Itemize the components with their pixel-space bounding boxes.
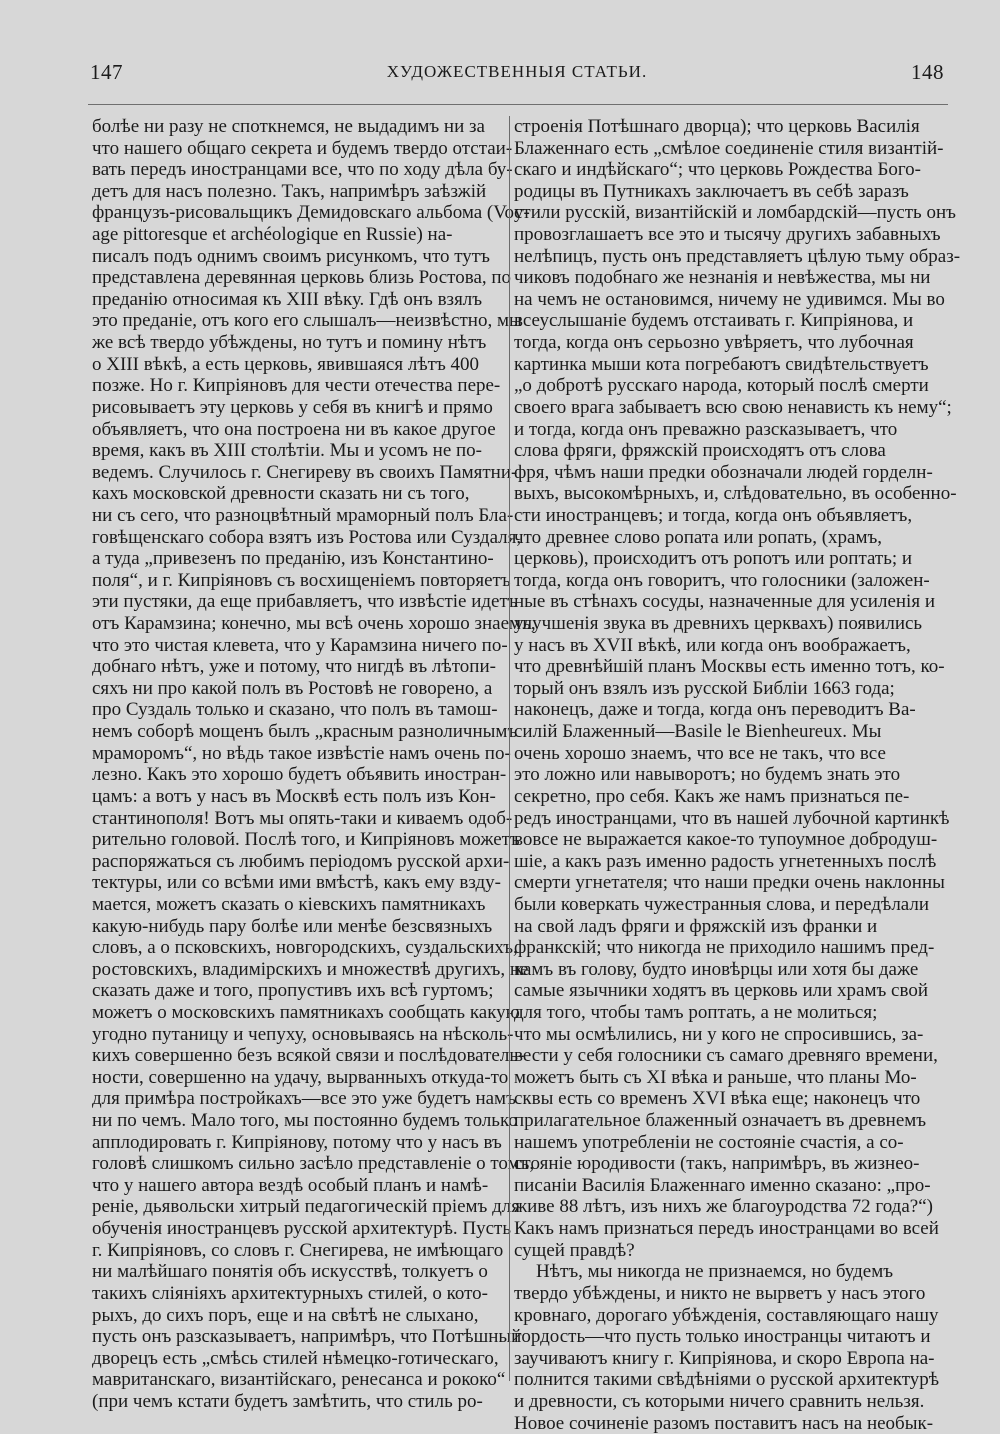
left-line-3: вать передъ иностранцами все, что по ходу дѣла бу- <box>92 159 513 181</box>
left-line-46: для примѣра постройкахъ—все это уже будетъ намъ <box>92 1088 516 1110</box>
right-line-10: всеуслышаніе будемъ отстаивать г. Кипріянова, и <box>514 310 914 332</box>
left-line-12: о XIII вѣкѣ, а есть церковь, явившаяся лѣтъ 400 <box>92 353 480 375</box>
left-line-9: преданію относимая къ XIII вѣку. Гдѣ онъ взялъ <box>92 288 483 310</box>
right-line-25: у насъ въ XVII вѣкѣ, или когда онъ воображаетъ, <box>514 634 911 656</box>
left-line-15: объявляетъ, что она построена ни въ какое другое <box>92 418 496 440</box>
left-line-20: говѣщенскаго собора взятъ изъ Ростова или Суздаля, <box>92 526 522 548</box>
right-line-40: камъ въ голову, будто иновѣрцы или хотя бы даже <box>514 958 919 980</box>
left-line-27: сяхъ ни про какой полъ въ Ростовѣ не говорено, а <box>92 677 493 699</box>
right-line-58: заучиваютъ книгу г. Кипріянова, и скоро Европа на- <box>514 1347 935 1369</box>
right-line-22: тогда, когда онъ говоритъ, что голосники (заложен- <box>514 569 930 591</box>
right-line-51: живе 88 лѣтъ, изъ нихъ же благоуродства 72 года?“) <box>514 1196 933 1218</box>
right-line-36: смерти угнетателя; что наши предки очень наклонны <box>514 872 945 894</box>
left-line-59: мавританскаго, византійскаго, ренесанса и рококо“ <box>92 1369 506 1391</box>
left-line-14: рисовываетъ эту церковь у себя въ книгѣ и прямо <box>92 396 493 418</box>
left-line-39: словъ, а о псковскихъ, новгородскихъ, суздальскихъ, <box>92 937 518 959</box>
right-line-23: ные въ стѣнахъ сосуды, назначенные для усиленія и <box>514 591 935 613</box>
right-line-24: улучшенія звука въ древнихъ церквахъ) появились <box>514 613 923 635</box>
running-header <box>90 60 944 92</box>
left-line-45: ности, совершенно на удачу, вырванныхъ откуда-то <box>92 1066 509 1088</box>
right-line-37: были коверкать чужестранныя слова, и передѣлали <box>514 893 930 915</box>
right-line-59: полнится такими свѣдѣніями о русской архитектурѣ <box>514 1369 940 1391</box>
right-line-15: и тогда, когда онъ преважно разсказываетъ, что <box>514 418 898 440</box>
left-line-8: представлена деревянная церковь близь Ростова, по <box>92 267 512 289</box>
right-line-52: Какъ намъ признаться передъ иностранцами во всей <box>514 1218 939 1240</box>
left-line-1: болѣе ни разу не споткнемся, не выдадимъ ни за <box>92 116 485 137</box>
right-line-32: секретно, про себя. Какъ же намъ признаться пе- <box>514 785 910 807</box>
right-line-9: на чемъ не остановимся, ничему не удивимся. Мы во <box>514 288 945 310</box>
right-line-60: и древности, съ которыми ничего сравнить нельзя. <box>514 1390 925 1412</box>
right-line-55: твердо убѣждены, и никто не вырветъ у насъ этого <box>514 1282 926 1304</box>
left-line-16: время, какъ въ XIII столѣтіи. Мы и усомъ не по- <box>92 440 483 462</box>
right-line-61: Новое сочиненіе разомъ поставитъ насъ на необык- <box>514 1412 934 1434</box>
left-line-26: добнаго нѣтъ, уже и потому, что нигдѣ въ лѣтопи- <box>92 656 496 678</box>
right-line-49: стояніе юродивости (такъ, напримѣръ, въ жизнео- <box>514 1153 920 1175</box>
left-line-41: сказать даже и того, пропустивъ ихъ всѣ гуртомъ; <box>92 980 494 1002</box>
right-line-8: чиковъ подобнаго же незнанія и невѣжества, мы ни <box>514 267 931 289</box>
right-line-3: скаго и индѣйскаго“; что церковь Рождества Бого- <box>514 159 922 181</box>
left-line-38: какую-нибудь пару болѣе или менѣе безсвязныхъ <box>92 915 493 937</box>
left-line-18: кахъ московской древности сказать ни съ того, <box>92 483 470 505</box>
left-line-47: ни по чемъ. Мало того, мы постоянно будемъ только <box>92 1110 518 1132</box>
right-line-19: сти иностранцевъ; и тогда, когда онъ объявляетъ, <box>514 504 913 526</box>
left-line-36: тектуры, или со всѣми ими вмѣстѣ, какъ ему взду- <box>92 872 502 894</box>
left-line-4: детъ для насъ полезно. Такъ, напримѣръ заѣзжій <box>92 180 487 202</box>
right-line-14: своего врага забываетъ всю свою ненависть къ нему“; <box>514 396 952 418</box>
right-line-7: нелѣпицъ, пусть онъ представляетъ цѣлую тьму образ- <box>514 245 961 267</box>
left-line-37: мается, можетъ сказать о кіевскихъ памятникахъ <box>92 893 486 915</box>
left-page-number: 147 <box>90 60 123 84</box>
left-line-49: головѣ слишкомъ сильно засѣло представленіе о томъ, <box>92 1153 535 1175</box>
right-line-4: родицы въ Путникахъ заключаетъ въ себѣ заразъ <box>514 180 909 202</box>
left-line-19: ни съ сего, что разноцвѣтный мраморный полъ Бла- <box>92 504 514 526</box>
right-page-number: 148 <box>911 60 944 84</box>
right-line-20: что древнее слово ропата или ропать, (храмъ, <box>514 526 883 548</box>
left-line-42: можетъ о московскихъ памятникахъ сообщать какую <box>92 1001 520 1023</box>
left-line-56: рыхъ, до сихъ поръ, еще и на свѣтѣ не слыхано, <box>92 1304 479 1326</box>
right-line-53: сущей правдѣ? <box>514 1239 635 1261</box>
right-line-54: Нѣтъ, мы никогда не признаемся, но будемъ <box>536 1261 894 1283</box>
left-line-54: ни малѣйшаго понятія объ искусствѣ, толкуетъ о <box>92 1261 488 1283</box>
left-line-21: а туда „привезенъ по преданію, изъ Константино- <box>92 548 494 570</box>
left-line-29: немъ соборѣ мощенъ былъ „красным разноличнымъ <box>92 721 518 743</box>
right-line-39: франкскій; что никогда не приходило нашимъ пред- <box>514 937 935 959</box>
right-line-50: писаніи Василія Блаженнаго именно сказано: „про- <box>514 1174 931 1196</box>
left-line-58: дворецъ есть „смѣсь стилей нѣмецко-готическаго, <box>92 1347 499 1369</box>
left-line-2: что нашего общаго секрета и будемъ твердо отстаи- <box>92 137 513 159</box>
left-line-25: что это чистая клевета, что у Карамзина ничего по- <box>92 634 508 656</box>
right-line-56: кровнаго, дорогаго убѣжденія, составляющаго нашу <box>514 1304 939 1326</box>
left-line-7: писалъ подъ однимъ своимъ рисункомъ, что тутъ <box>92 245 490 267</box>
left-line-52: обученія иностранцевъ русской архитектурѣ. Пусть <box>92 1218 512 1240</box>
left-line-5: французъ-рисовальщикъ Демидовскаго альбома (Voy- <box>92 202 530 224</box>
left-line-60: (при чемъ кстати будетъ замѣтить, что стиль ро- <box>92 1390 483 1412</box>
right-line-42: для того, чтобы тамъ роптать, а не молиться; <box>514 1001 878 1023</box>
right-line-29: силій Блаженный—Basile le Bienheureux. Мы <box>514 721 882 743</box>
left-line-6: age pittoresque et archéologique en Russie) на- <box>92 224 453 246</box>
left-line-44: кихъ совершенно безъ всякой связи и послѣдователь- <box>92 1045 525 1067</box>
right-line-41: самые язычники ходятъ въ церковь или храмъ свой <box>514 980 929 1002</box>
right-line-44: вести у себя голосники съ самаго древняго времени, <box>514 1045 938 1067</box>
right-line-43: что мы осмѣлились, ни у кого не спросившись, за- <box>514 1023 924 1045</box>
right-line-11: тогда, когда онъ серьозно увѣряетъ, что лубочная <box>514 332 914 354</box>
left-line-31: лезно. Какъ это хорошо будетъ объявить иностран- <box>92 764 507 786</box>
left-line-53: г. Кипріяновъ, со словъ г. Снегирева, не имѣющаго <box>92 1239 504 1261</box>
right-line-31: это ложно или навыворотъ; но будемъ знать это <box>514 764 901 786</box>
left-line-51: реніе, дьявольски хитрый педагогическій пріемъ для <box>92 1196 521 1218</box>
right-line-47: прилагательное блаженный означаетъ въ древнемъ <box>514 1110 927 1132</box>
right-line-48: нашемъ употребленіи не состояніе счастія, а со- <box>514 1131 904 1153</box>
right-text-column <box>514 116 961 1434</box>
right-line-13: „о добротѣ русскаго народа, который послѣ смерти <box>514 375 929 397</box>
left-line-33: стантинополя! Вотъ мы опять-таки и киваемъ одоб- <box>92 807 513 829</box>
left-line-57: пусть онъ разсказываетъ, напримѣръ, что Потѣшный <box>92 1326 522 1348</box>
right-line-38: на свой ладъ фряги и фряжскій изъ франки и <box>514 915 878 937</box>
left-line-50: что у нашего автора вездѣ особый планъ и намѣ- <box>92 1174 489 1196</box>
right-line-2: Блаженнаго есть „смѣлое соединеніе стиля византій- <box>514 137 944 159</box>
right-line-26: что древнѣйшій планъ Москвы есть именно тотъ, ко- <box>514 656 945 678</box>
right-line-33: редъ иностранцами, что въ нашей лубочной картинкѣ <box>514 807 950 829</box>
left-line-32: цамъ: а вотъ у насъ въ Москвѣ есть полъ изъ Кон- <box>92 785 496 807</box>
right-line-17: фря, чѣмъ наши предки обозначали людей горделн- <box>514 461 933 483</box>
left-line-55: такихъ сліяніяхъ архитектурныхъ стилей, о кото- <box>92 1282 488 1304</box>
left-line-23: эти пустяки, да еще прибавляетъ, что извѣстіе идетъ <box>92 591 518 613</box>
left-line-11: же всѣ твердо убѣждены, но тутъ и помину нѣтъ <box>92 332 487 354</box>
left-line-17: ведемъ. Случилось г. Снегиреву въ своихъ Памятни- <box>92 461 518 483</box>
left-line-22: поля“, и г. Кипріяновъ съ восхищеніемъ повторяетъ <box>92 569 511 591</box>
right-line-57: гордость—что пусть только иностранцы читаютъ и <box>514 1326 931 1348</box>
left-line-28: про Суздаль только и сказано, что полъ въ тамош- <box>92 699 498 721</box>
right-line-6: провозглашаетъ все это и тысячу другихъ забавныхъ <box>514 224 941 246</box>
right-line-34: вовсе не выражается какое-то тупоумное добродуш- <box>514 829 938 851</box>
header-rule <box>88 104 948 105</box>
right-line-27: торый онъ взялъ изъ русской Библіи 1663 года; <box>514 677 895 699</box>
left-text-column <box>92 116 536 1412</box>
right-line-46: сквы есть со временъ XVI вѣка еще; наконецъ что <box>514 1088 921 1110</box>
running-title: ХУДОЖЕСТВЕННЫЯ СТАТЬИ. <box>386 62 648 81</box>
left-line-35: распоряжаться съ любимъ періодомъ русской архи- <box>92 850 510 872</box>
left-line-40: ростовскихъ, владимірскихъ и множествѣ другихъ, не <box>92 958 529 980</box>
right-line-30: очень хорошо знаемъ, что все не такъ, что все <box>514 742 886 764</box>
right-line-35: шіе, а какъ разъ именно радость угнетенныхъ послѣ <box>514 850 937 872</box>
right-line-21: церковь), происходитъ отъ ропотъ или роптать; и <box>514 548 913 570</box>
left-line-34: рительно головой. Послѣ того, и Кипріяновъ можетъ <box>92 829 520 851</box>
column-divider <box>509 116 510 1381</box>
right-line-1: строенія Потѣшнаго дворца); что церковь Василія <box>514 116 920 137</box>
left-line-48: апплодировать г. Кипріянову, потому что у насъ въ <box>92 1131 502 1153</box>
right-line-16: слова фряги, фряжскій происходятъ отъ слова <box>514 440 886 462</box>
left-line-30: мраморомъ“, но вѣдь такое извѣстіе намъ очень по- <box>92 742 511 764</box>
left-line-43: угодно путаницу и чепуху, основываясь на нѣсколь- <box>92 1023 514 1045</box>
left-line-24: отъ Карамзина; конечно, мы всѣ очень хорошо знаемъ, <box>92 613 536 635</box>
right-line-45: можетъ быть съ XI вѣка и раньше, что планы Мо- <box>514 1066 917 1088</box>
right-line-12: картинка мыши кота погребаютъ свидѣтельствуетъ <box>514 353 929 375</box>
right-line-5: стили русскій, византійскій и ломбардскій—пусть онъ <box>514 202 956 224</box>
left-line-10: это преданіе, отъ кого его слышалъ—неизвѣстно, мы <box>92 310 522 332</box>
right-line-28: наконецъ, даже и тогда, когда онъ переводитъ Ва- <box>514 699 916 721</box>
right-line-18: выхъ, высокомѣрныхъ, и, слѣдовательно, въ особенно- <box>514 483 957 505</box>
left-line-13: позже. Но г. Кипріяновъ для чести отечества пере- <box>92 375 501 397</box>
